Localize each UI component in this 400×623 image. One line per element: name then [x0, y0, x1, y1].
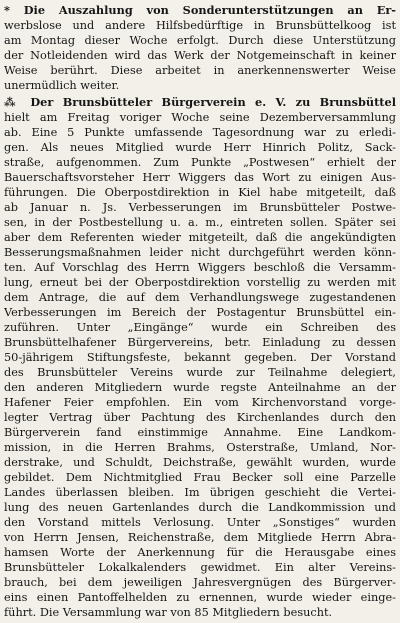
article-2-line-11: Besserungsmaßnahmen leider nicht durchgeführt werden könn- — [4, 246, 396, 259]
article-2-line-33: brauch, bei dem jeweiligen Jahresvergnügen des Bürgerver- — [4, 576, 396, 589]
article-2-line-20: den anderen Mitgliedern wurde regste Anteilnahme an der — [4, 381, 396, 394]
article-2-line-8: ab Januar n. Js. Verbesserungen im Brunsbütteler Postwe- — [4, 201, 396, 214]
article-2-line-9: sen, in der Postbestellung u. a. m., eintreten sollen. Später sei — [4, 216, 396, 229]
article-2-line-26: gebildet. Dem Nichtmitglied Frau Becker soll eine Parzelle — [4, 471, 396, 484]
article-2-line-28: lung des neuen Gartenlandes durch die Landkommission und — [4, 501, 396, 514]
article-2-line-22: legter Vertrag über Pachtung des Kirchenlandes durch den — [4, 411, 396, 424]
article-1-line-1: * Die Auszahlung von Sonderunterstützungen an Er- — [4, 3, 396, 17]
article-2-line-35: führt. Die Versammlung war von 85 Mitgliedern besucht. — [4, 606, 333, 619]
article-2-line-14: dem Antrage, die auf dem Verhandlungswege zugestandenen — [4, 291, 396, 304]
article-2-line-13: lung, erneut bei der Oberpostdirektion vorstellig zu werden mit — [4, 276, 396, 289]
article-1-line-4: der Notleidenden wird das Werk der Notgemeinschaft in keiner — [4, 49, 396, 62]
article-2-line-10: aber dem Referenten wieder mitgeteilt, daß die angekündigten — [4, 231, 396, 244]
article-2-line-31: hamsen Worte der Anerkennung für die Herausgabe eines — [4, 546, 396, 559]
article-2-line-19: des Brunsbütteler Vereins wurde zur Teilnahme delegiert, — [4, 366, 396, 379]
article-2-line-27: Landes überlassen bleiben. Im übrigen geschieht die Vertei- — [4, 486, 396, 499]
article-2-line-21: Hafener Feier empfohlen. Ein vom Kirchenvorstand vorge- — [4, 396, 396, 409]
article-2-line-7: führungen. Die Oberpostdirektion in Kiel habe mitgeteilt, daß — [4, 186, 396, 199]
article-2-line-24: mission, in die Herren Brahms, Osterstraße, Umland, Nor- — [4, 441, 396, 454]
article-2-line-3: ab. Eine 5 Punkte umfassende Tagesordnung war zu erledi- — [4, 126, 396, 139]
article-2-line-16: zuführen. Unter „Eingänge“ wurde ein Schreiben des — [4, 321, 396, 334]
article-2-line-32: Brunsbütteler Lokalkalenders gewidmet. Ein alter Vereins- — [4, 561, 396, 574]
article-2-line-1: ⁂ Der Brunsbütteler Bürgerverein e. V. zu Brunsbüttel — [4, 95, 396, 109]
article-2-line-29: den Vorstand mittels Verlosung. Unter „Sonstiges“ wurden — [4, 516, 396, 529]
article-2-line-17: Brunsbüttelhafener Bürgervereins, betr. Einladung zu dessen — [4, 336, 396, 349]
article-2-line-6: Bauerschaftsvorsteher Herr Wiggers das Wort zu einigen Aus- — [4, 171, 396, 184]
article-1-line-3: am Montag dieser Woche erfolgt. Durch diese Unterstützung — [4, 34, 396, 47]
article-2-line-25: derstrake, und Schuldt, Deichstraße, gewählt wurden, wurde — [4, 456, 396, 469]
article-2-line-15: Verbesserungen im Bereich der Postagentur Brunsbüttel ein- — [4, 306, 396, 319]
article-1-line-6: unermüdlich weiter. — [4, 79, 120, 92]
article-2-line-18: 50-jährigem Stiftungsfeste, bekannt gegeben. Der Vorstand — [4, 351, 396, 364]
article-2-line-2: hielt am Freitag voriger Woche seine Dezemberversammlung — [4, 111, 396, 124]
article-2-line-5: straße, aufgenommen. Zum Punkte „Postwesen“ erhielt der — [4, 156, 396, 169]
article-2-line-4: gen. Als neues Mitglied wurde Herr Hinrich Politz, Sack- — [4, 141, 396, 154]
article-2-line-34: eins einen Pantoffelhelden zu ernennen, wurde wieder einge- — [4, 591, 396, 604]
article-2-line-23: Bürgerverein fand einstimmige Annahme. Eine Landkom- — [4, 426, 396, 439]
article-2-line-12: ten. Auf Vorschlag des Herrn Wiggers beschloß die Versamm- — [4, 261, 396, 274]
article-1-line-5: Weise berührt. Diese arbeitet in anerkennenswerter Weise — [4, 64, 396, 77]
article-1-line-2: werbslose und andere Hilfsbedürftige in Brunsbüttelkoog ist — [4, 19, 396, 32]
article-2-line-30: von Herrn Jensen, Reichenstraße, dem Mitgliede Herrn Abra- — [4, 531, 396, 544]
